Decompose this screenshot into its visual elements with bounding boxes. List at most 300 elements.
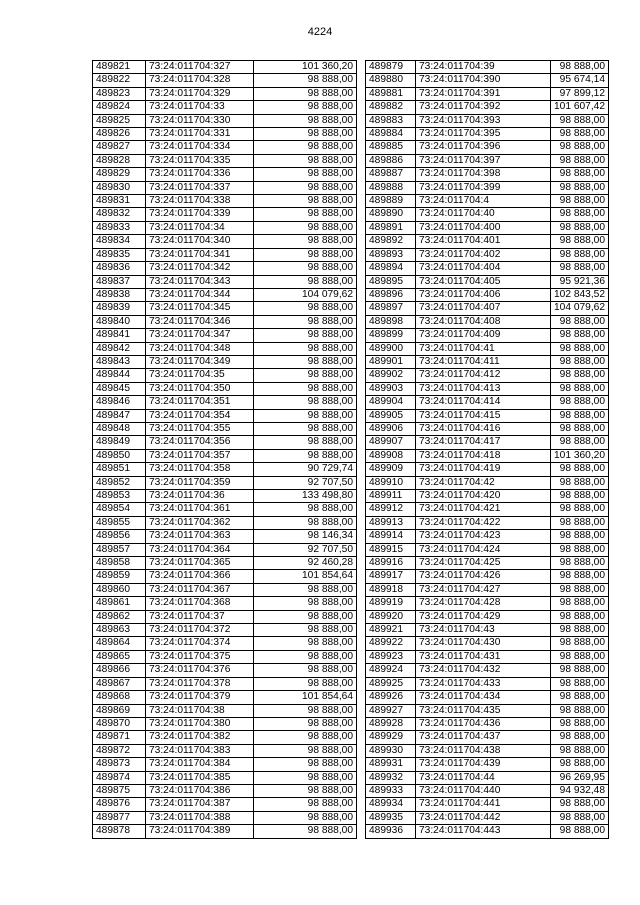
- row-number: 489851: [93, 463, 146, 476]
- table-row: [366, 543, 609, 556]
- cadastral-value: 98 888,00: [254, 355, 357, 368]
- cadastral-value: 98 888,00: [551, 463, 609, 476]
- row-number: 489847: [93, 409, 146, 422]
- row-number: 489892: [366, 235, 416, 248]
- row-number: 489925: [366, 677, 416, 690]
- table-row: [93, 248, 357, 261]
- row-number: 489896: [366, 288, 416, 301]
- cadastral-value: 98 888,00: [254, 369, 357, 382]
- cadastral-value: 98 888,00: [254, 87, 357, 100]
- row-number: 489822: [93, 74, 146, 87]
- row-number: 489857: [93, 543, 146, 556]
- cadastral-number: 73:24:011704:375: [146, 650, 254, 663]
- cadastral-value: 98 888,00: [551, 128, 609, 141]
- cadastral-number: 73:24:011704:383: [146, 744, 254, 757]
- cadastral-number: 73:24:011704:341: [146, 248, 254, 261]
- cadastral-value: 95 674,14: [551, 74, 609, 87]
- table-row: [93, 784, 357, 797]
- cadastral-value: 98 888,00: [551, 798, 609, 811]
- table-row: [93, 302, 357, 315]
- cadastral-number: 73:24:011704:431: [416, 650, 551, 663]
- table-row: [93, 275, 357, 288]
- row-number: 489931: [366, 758, 416, 771]
- table-row: [93, 221, 357, 234]
- cadastral-value: 98 888,00: [254, 422, 357, 435]
- cadastral-value: 98 888,00: [551, 382, 609, 395]
- cadastral-number: 73:24:011704:329: [146, 87, 254, 100]
- cadastral-number: 73:24:011704:346: [146, 315, 254, 328]
- cadastral-value: 98 888,00: [551, 490, 609, 503]
- row-number: 489874: [93, 771, 146, 784]
- table-row: [366, 208, 609, 221]
- row-number: 489826: [93, 128, 146, 141]
- cadastral-value: 98 888,00: [254, 597, 357, 610]
- cadastral-value: 98 888,00: [551, 717, 609, 730]
- table-row: [93, 650, 357, 663]
- cadastral-number: 73:24:011704:378: [146, 677, 254, 690]
- cadastral-number: 73:24:011704:37: [146, 610, 254, 623]
- cadastral-number: 73:24:011704:402: [416, 248, 551, 261]
- cadastral-value: 97 899,12: [551, 87, 609, 100]
- row-number: 489838: [93, 288, 146, 301]
- cadastral-value: 102 843,52: [551, 288, 609, 301]
- row-number: 489836: [93, 262, 146, 275]
- table-row: [366, 503, 609, 516]
- cadastral-value: 98 888,00: [551, 141, 609, 154]
- cadastral-number: 73:24:011704:432: [416, 664, 551, 677]
- row-number: 489882: [366, 101, 416, 114]
- row-number: 489905: [366, 409, 416, 422]
- row-number: 489922: [366, 637, 416, 650]
- cadastral-value: 98 888,00: [254, 825, 357, 838]
- row-number: 489849: [93, 436, 146, 449]
- table-row: [366, 516, 609, 529]
- cadastral-value: 98 888,00: [254, 262, 357, 275]
- cadastral-number: 73:24:011704:442: [416, 811, 551, 824]
- cadastral-number: 73:24:011704:331: [146, 128, 254, 141]
- cadastral-value: 98 888,00: [254, 811, 357, 824]
- cadastral-number: 73:24:011704:405: [416, 275, 551, 288]
- table-row: [93, 557, 357, 570]
- cadastral-number: 73:24:011704:344: [146, 288, 254, 301]
- row-number: 489926: [366, 691, 416, 704]
- cadastral-number: 73:24:011704:425: [416, 557, 551, 570]
- row-number: 489862: [93, 610, 146, 623]
- cadastral-number: 73:24:011704:338: [146, 195, 254, 208]
- cadastral-value: 98 888,00: [551, 476, 609, 489]
- cadastral-number: 73:24:011704:359: [146, 476, 254, 489]
- cadastral-number: 73:24:011704:413: [416, 382, 551, 395]
- row-number: 489875: [93, 784, 146, 797]
- cadastral-number: 73:24:011704:391: [416, 87, 551, 100]
- table-row: [93, 771, 357, 784]
- table-row: [93, 704, 357, 717]
- cadastral-value: 98 888,00: [254, 181, 357, 194]
- cadastral-number: 73:24:011704:39: [416, 61, 551, 74]
- table-row: [93, 422, 357, 435]
- row-number: 489824: [93, 101, 146, 114]
- cadastral-number: 73:24:011704:340: [146, 235, 254, 248]
- table-row: [93, 503, 357, 516]
- cadastral-number: 73:24:011704:365: [146, 557, 254, 570]
- table-row: [366, 141, 609, 154]
- cadastral-value: 98 888,00: [551, 195, 609, 208]
- cadastral-number: 73:24:011704:426: [416, 570, 551, 583]
- cadastral-value: 98 888,00: [551, 825, 609, 838]
- row-number: 489900: [366, 342, 416, 355]
- cadastral-value: 98 888,00: [551, 114, 609, 127]
- cadastral-value: 98 888,00: [254, 784, 357, 797]
- cadastral-value: 133 498,80: [254, 490, 357, 503]
- cadastral-number: 73:24:011704:414: [416, 396, 551, 409]
- cadastral-value: 104 079,62: [551, 302, 609, 315]
- cadastral-number: 73:24:011704:419: [416, 463, 551, 476]
- cadastral-value: 98 888,00: [551, 181, 609, 194]
- cadastral-value: 98 888,00: [551, 221, 609, 234]
- cadastral-value: 98 888,00: [254, 798, 357, 811]
- row-number: 489827: [93, 141, 146, 154]
- cadastral-number: 73:24:011704:384: [146, 758, 254, 771]
- table-row: [366, 221, 609, 234]
- cadastral-number: 73:24:011704:435: [416, 704, 551, 717]
- row-number: 489878: [93, 825, 146, 838]
- cadastral-value: 98 888,00: [551, 744, 609, 757]
- cadastral-number: 73:24:011704:429: [416, 610, 551, 623]
- row-number: 489891: [366, 221, 416, 234]
- cadastral-value: 98 888,00: [551, 409, 609, 422]
- cadastral-number: 73:24:011704:339: [146, 208, 254, 221]
- row-number: 489921: [366, 624, 416, 637]
- row-number: 489829: [93, 168, 146, 181]
- row-number: 489911: [366, 490, 416, 503]
- table-row: [93, 128, 357, 141]
- row-number: 489846: [93, 396, 146, 409]
- cadastral-value: 92 460,28: [254, 557, 357, 570]
- row-number: 489913: [366, 516, 416, 529]
- cadastral-value: 98 888,00: [551, 704, 609, 717]
- cadastral-value: 98 888,00: [551, 677, 609, 690]
- cadastral-value: 98 888,00: [551, 731, 609, 744]
- cadastral-value: 98 888,00: [254, 704, 357, 717]
- table-row: [93, 677, 357, 690]
- cadastral-value: 98 888,00: [254, 396, 357, 409]
- row-number: 489832: [93, 208, 146, 221]
- row-number: 489858: [93, 557, 146, 570]
- table-row: [93, 409, 357, 422]
- row-number: 489910: [366, 476, 416, 489]
- cadastral-value: 98 888,00: [254, 195, 357, 208]
- table-row: [366, 717, 609, 730]
- row-number: 489844: [93, 369, 146, 382]
- cadastral-number: 73:24:011704:367: [146, 583, 254, 596]
- cadastral-value: 98 888,00: [254, 637, 357, 650]
- cadastral-value: 98 888,00: [254, 315, 357, 328]
- cadastral-number: 73:24:011704:327: [146, 61, 254, 74]
- row-number: 489870: [93, 717, 146, 730]
- table-row: [366, 128, 609, 141]
- row-number: 489906: [366, 422, 416, 435]
- table-row: [93, 168, 357, 181]
- cadastral-value: 98 888,00: [551, 610, 609, 623]
- cadastral-number: 73:24:011704:42: [416, 476, 551, 489]
- cadastral-value: 98 888,00: [551, 516, 609, 529]
- cadastral-number: 73:24:011704:392: [416, 101, 551, 114]
- row-number: 489933: [366, 784, 416, 797]
- cadastral-number: 73:24:011704:4: [416, 195, 551, 208]
- table-row: [93, 181, 357, 194]
- cadastral-value: 98 888,00: [551, 570, 609, 583]
- cadastral-value: 98 888,00: [551, 248, 609, 261]
- row-number: 489908: [366, 449, 416, 462]
- cadastral-value: 98 888,00: [254, 154, 357, 167]
- cadastral-number: 73:24:011704:44: [416, 771, 551, 784]
- cadastral-number: 73:24:011704:38: [146, 704, 254, 717]
- row-number: 489919: [366, 597, 416, 610]
- table-row: [366, 302, 609, 315]
- row-number: 489916: [366, 557, 416, 570]
- cadastral-number: 73:24:011704:417: [416, 436, 551, 449]
- cadastral-value: 98 888,00: [551, 691, 609, 704]
- row-number: 489873: [93, 758, 146, 771]
- table-row: [366, 798, 609, 811]
- cadastral-number: 73:24:011704:364: [146, 543, 254, 556]
- row-number: 489881: [366, 87, 416, 100]
- table-row: [366, 597, 609, 610]
- cadastral-value: 98 888,00: [551, 61, 609, 74]
- cadastral-number: 73:24:011704:412: [416, 369, 551, 382]
- table-row: [366, 570, 609, 583]
- table-row: [366, 409, 609, 422]
- cadastral-number: 73:24:011704:337: [146, 181, 254, 194]
- table-row: [366, 731, 609, 744]
- row-number: 489828: [93, 154, 146, 167]
- table-row: [93, 329, 357, 342]
- row-number: 489884: [366, 128, 416, 141]
- table-row: [366, 771, 609, 784]
- row-number: 489823: [93, 87, 146, 100]
- table-row: [366, 181, 609, 194]
- cadastral-number: 73:24:011704:415: [416, 409, 551, 422]
- cadastral-number: 73:24:011704:372: [146, 624, 254, 637]
- table-row: [93, 262, 357, 275]
- cadastral-value: 98 888,00: [254, 717, 357, 730]
- table-row: [93, 825, 357, 838]
- row-number: 489831: [93, 195, 146, 208]
- row-number: 489935: [366, 811, 416, 824]
- cadastral-number: 73:24:011704:427: [416, 583, 551, 596]
- cadastral-value: 98 888,00: [551, 396, 609, 409]
- cadastral-number: 73:24:011704:397: [416, 154, 551, 167]
- cadastral-number: 73:24:011704:336: [146, 168, 254, 181]
- row-number: 489895: [366, 275, 416, 288]
- row-number: 489842: [93, 342, 146, 355]
- table-row: [93, 490, 357, 503]
- cadastral-value: 98 888,00: [254, 758, 357, 771]
- cadastral-value: 98 888,00: [254, 677, 357, 690]
- row-number: 489890: [366, 208, 416, 221]
- row-number: 489869: [93, 704, 146, 717]
- cadastral-number: 73:24:011704:387: [146, 798, 254, 811]
- table-row: [366, 329, 609, 342]
- row-number: 489898: [366, 315, 416, 328]
- table-row: [93, 463, 357, 476]
- left-table-body: [93, 61, 357, 839]
- row-number: 489894: [366, 262, 416, 275]
- row-number: 489918: [366, 583, 416, 596]
- table-row: [366, 154, 609, 167]
- cadastral-number: 73:24:011704:396: [416, 141, 551, 154]
- table-row: [366, 275, 609, 288]
- table-row: [93, 355, 357, 368]
- row-number: 489830: [93, 181, 146, 194]
- cadastral-value: 95 921,36: [551, 275, 609, 288]
- row-number: 489889: [366, 195, 416, 208]
- table-row: [366, 530, 609, 543]
- cadastral-value: 101 854,64: [254, 691, 357, 704]
- row-number: 489885: [366, 141, 416, 154]
- table-row: [93, 530, 357, 543]
- cadastral-value: 101 360,20: [551, 449, 609, 462]
- cadastral-number: 73:24:011704:418: [416, 449, 551, 462]
- row-number: 489865: [93, 650, 146, 663]
- table-row: [93, 516, 357, 529]
- cadastral-value: 101 607,42: [551, 101, 609, 114]
- row-number: 489839: [93, 302, 146, 315]
- cadastral-number: 73:24:011704:421: [416, 503, 551, 516]
- cadastral-value: 101 854,64: [254, 570, 357, 583]
- table-row: [366, 355, 609, 368]
- cadastral-number: 73:24:011704:404: [416, 262, 551, 275]
- table-row: [93, 744, 357, 757]
- cadastral-number: 73:24:011704:350: [146, 382, 254, 395]
- cadastral-value: 98 888,00: [254, 744, 357, 757]
- cadastral-number: 73:24:011704:438: [416, 744, 551, 757]
- cadastral-number: 73:24:011704:362: [146, 516, 254, 529]
- row-number: 489845: [93, 382, 146, 395]
- cadastral-number: 73:24:011704:376: [146, 664, 254, 677]
- cadastral-value: 98 888,00: [254, 74, 357, 87]
- cadastral-number: 73:24:011704:361: [146, 503, 254, 516]
- cadastral-number: 73:24:011704:423: [416, 530, 551, 543]
- table-row: [366, 422, 609, 435]
- cadastral-value: 98 888,00: [551, 262, 609, 275]
- cadastral-number: 73:24:011704:408: [416, 315, 551, 328]
- table-row: [366, 74, 609, 87]
- row-number: 489837: [93, 275, 146, 288]
- cadastral-number: 73:24:011704:374: [146, 637, 254, 650]
- table-row: [93, 235, 357, 248]
- cadastral-number: 73:24:011704:400: [416, 221, 551, 234]
- table-row: [93, 664, 357, 677]
- cadastral-number: 73:24:011704:398: [416, 168, 551, 181]
- table-row: [366, 677, 609, 690]
- cadastral-number: 73:24:011704:437: [416, 731, 551, 744]
- cadastral-value: 98 888,00: [254, 208, 357, 221]
- table-row: [366, 825, 609, 838]
- cadastral-number: 73:24:011704:395: [416, 128, 551, 141]
- cadastral-number: 73:24:011704:420: [416, 490, 551, 503]
- cadastral-number: 73:24:011704:348: [146, 342, 254, 355]
- cadastral-value: 98 888,00: [254, 449, 357, 462]
- table-row: [366, 476, 609, 489]
- cadastral-number: 73:24:011704:385: [146, 771, 254, 784]
- cadastral-value: 98 888,00: [551, 168, 609, 181]
- cadastral-number: 73:24:011704:382: [146, 731, 254, 744]
- cadastral-value: 98 888,00: [254, 329, 357, 342]
- table-row: [366, 369, 609, 382]
- cadastral-value: 98 888,00: [254, 248, 357, 261]
- cadastral-number: 73:24:011704:345: [146, 302, 254, 315]
- cadastral-number: 73:24:011704:356: [146, 436, 254, 449]
- table-row: [366, 664, 609, 677]
- row-number: 489904: [366, 396, 416, 409]
- row-number: 489897: [366, 302, 416, 315]
- row-number: 489879: [366, 61, 416, 74]
- row-number: 489917: [366, 570, 416, 583]
- row-number: 489855: [93, 516, 146, 529]
- row-number: 489848: [93, 422, 146, 435]
- row-number: 489902: [366, 369, 416, 382]
- cadastral-value: 98 888,00: [551, 758, 609, 771]
- cadastral-number: 73:24:011704:401: [416, 235, 551, 248]
- table-row: [93, 288, 357, 301]
- cadastral-value: 98 888,00: [551, 329, 609, 342]
- table-row: [93, 583, 357, 596]
- cadastral-value: 98 888,00: [254, 771, 357, 784]
- table-row: [366, 235, 609, 248]
- row-number: 489861: [93, 597, 146, 610]
- cadastral-number: 73:24:011704:411: [416, 355, 551, 368]
- cadastral-value: 98 888,00: [254, 624, 357, 637]
- cadastral-value: 92 707,50: [254, 543, 357, 556]
- row-number: 489876: [93, 798, 146, 811]
- cadastral-value: 98 888,00: [551, 583, 609, 596]
- row-number: 489877: [93, 811, 146, 824]
- cadastral-value: 98 888,00: [254, 128, 357, 141]
- cadastral-value: 98 888,00: [254, 302, 357, 315]
- cadastral-number: 73:24:011704:368: [146, 597, 254, 610]
- table-row: [93, 396, 357, 409]
- cadastral-value: 98 888,00: [551, 637, 609, 650]
- cadastral-value: 98 888,00: [551, 235, 609, 248]
- cadastral-number: 73:24:011704:409: [416, 329, 551, 342]
- table-row: [366, 758, 609, 771]
- table-row: [366, 650, 609, 663]
- row-number: 489872: [93, 744, 146, 757]
- cadastral-number: 73:24:011704:386: [146, 784, 254, 797]
- cadastral-value: 98 888,00: [551, 315, 609, 328]
- table-row: [366, 87, 609, 100]
- cadastral-number: 73:24:011704:342: [146, 262, 254, 275]
- table-row: [93, 101, 357, 114]
- table-row: [366, 744, 609, 757]
- table-row: [93, 208, 357, 221]
- cadastral-value: 98 888,00: [551, 154, 609, 167]
- cadastral-number: 73:24:011704:358: [146, 463, 254, 476]
- right-register-table: [365, 60, 609, 839]
- cadastral-value: 98 888,00: [551, 597, 609, 610]
- table-row: [93, 811, 357, 824]
- row-number: 489853: [93, 490, 146, 503]
- table-row: [93, 731, 357, 744]
- cadastral-value: 98 888,00: [254, 610, 357, 623]
- cadastral-value: 98 888,00: [551, 342, 609, 355]
- table-row: [366, 583, 609, 596]
- cadastral-number: 73:24:011704:33: [146, 101, 254, 114]
- table-row: [366, 315, 609, 328]
- row-number: 489932: [366, 771, 416, 784]
- cadastral-number: 73:24:011704:363: [146, 530, 254, 543]
